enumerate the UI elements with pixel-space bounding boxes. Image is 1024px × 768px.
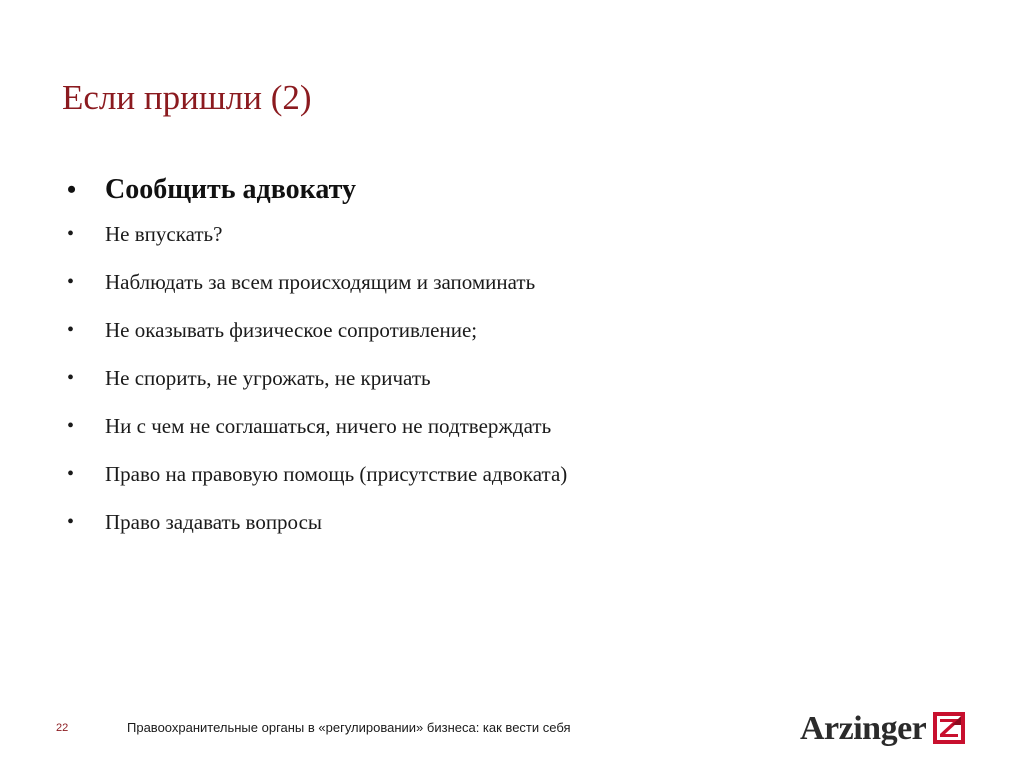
bullet-text: Сообщить адвокату [105, 174, 357, 205]
bullet-item [62, 269, 962, 295]
bullet-icon: • [67, 223, 75, 245]
logo-wordmark: Arzinger [800, 710, 927, 747]
bullet-list [62, 167, 962, 557]
bullet-text: Не впускать? [105, 222, 223, 246]
bullet-item [62, 461, 962, 487]
bullet-text: Ни с чем не соглашаться, ничего не подтверждать [105, 414, 552, 438]
bullet-item [62, 413, 962, 439]
page-number: 22 [56, 722, 69, 734]
bullet-text: Право задавать вопросы [105, 510, 323, 534]
slide-title: Если пришли (2) [62, 78, 312, 117]
bullet-icon: • [67, 367, 75, 389]
bullet-item [62, 221, 962, 247]
bullet-text: Не спорить, не угрожать, не кричать [105, 366, 431, 390]
bullet-icon: • [67, 415, 75, 437]
bullet-item [62, 509, 962, 535]
company-logo [800, 707, 966, 751]
bullet-item [62, 365, 962, 391]
footer-caption: Правоохранительные органы в «регулировании» бизнеса: как вести себя [127, 720, 571, 735]
bullet-icon: • [67, 511, 75, 533]
bullet-text: Право на правовую помощь (присутствие адвоката) [105, 462, 568, 486]
bullet-item [62, 167, 962, 213]
bullet-text: Наблюдать за всем происходящим и запоминать [105, 270, 536, 294]
bullet-icon: • [67, 319, 75, 341]
bullet-icon: • [67, 271, 75, 293]
bullet-item [62, 317, 962, 343]
bullet-icon: • [67, 463, 75, 485]
bullet-icon: • [67, 175, 77, 204]
bullet-text: Не оказывать физическое сопротивление; [105, 318, 478, 342]
arzinger-z-mark-icon [932, 711, 966, 750]
